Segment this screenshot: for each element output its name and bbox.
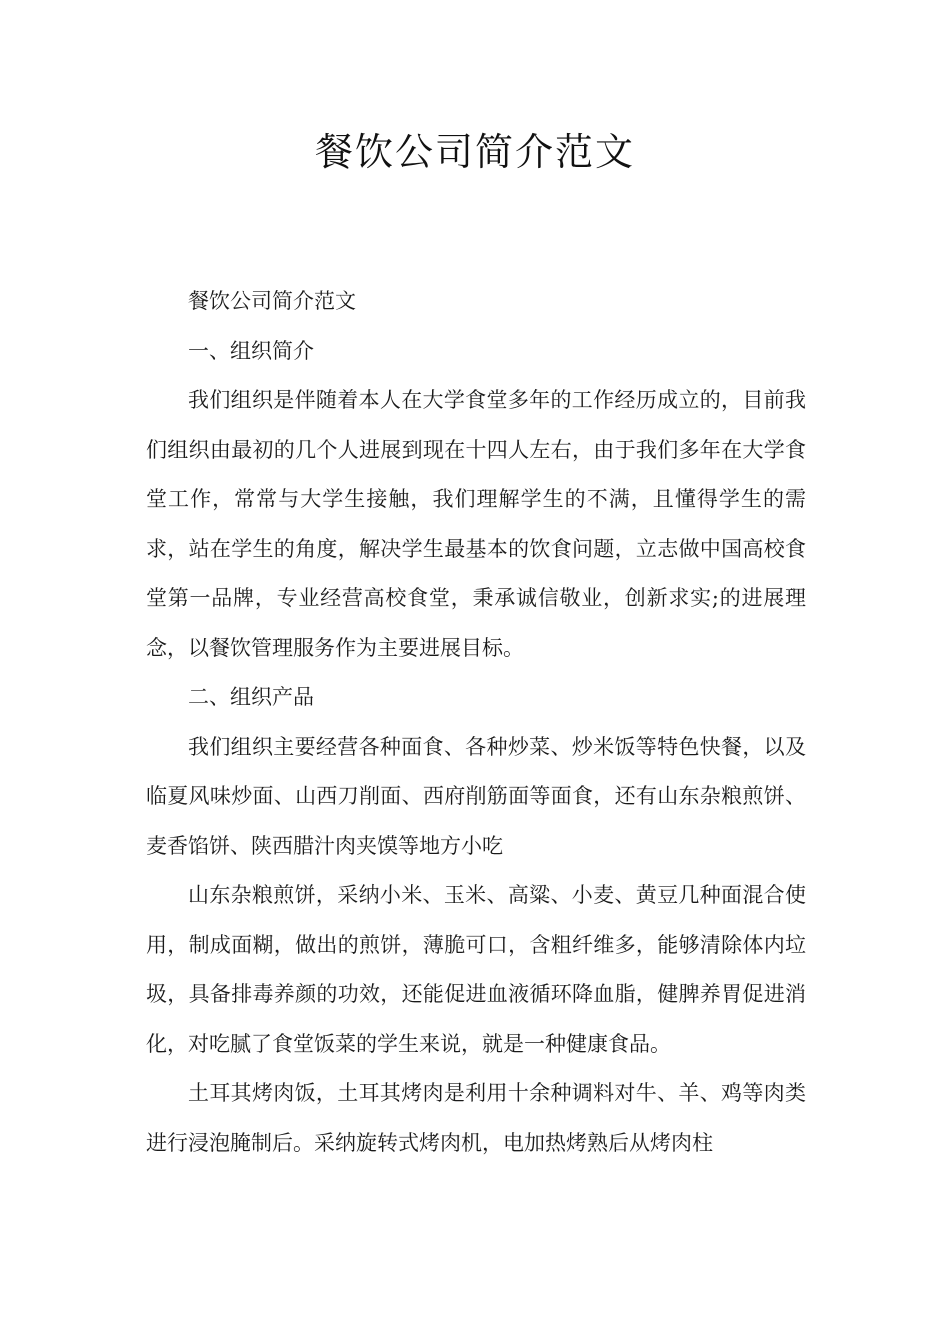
document-body xyxy=(146,277,806,1168)
section-heading-organization-intro: 一、组织简介 xyxy=(188,338,314,363)
section-heading-organization-products: 二、组织产品 xyxy=(188,685,314,709)
document-title: 餐饮公司简介范文 xyxy=(314,130,635,174)
paragraph-organization-intro: 我们组织是伴随着本人在大学食堂多年的工作经历成立的，目前我们组织由最初的几个人进展到现在十四人左右，由于我们多年在大学食堂工作，常常与大学生接触，我们理解学生的不满，且懂得学生的需求，站在学生的角度，解决学生最基本的饮食问题，立志做中国高校食堂第一品牌，专业经营高校食堂，秉承诚信敬业，创新求实;的进展理念，以餐饮管理服务作为主要进展目标。 xyxy=(146,388,806,660)
paragraph-products: 我们组织主要经营各种面食、各种炒菜、炒米饭等特色快餐，以及临夏风味炒面、山西刀削面、西府削筋面等面食，还有山东杂粮煎饼、麦香馅饼、陕西腊汁肉夹馍等地方小吃 xyxy=(146,734,806,858)
paragraph-subtitle: 餐饮公司简介范文 xyxy=(188,289,356,313)
paragraph-shandong-pancake: 山东杂粮煎饼，采纳小米、玉米、高粱、小麦、黄豆几种面混合使用，制成面糊，做出的煎饼，薄脆可口，含粗纤维多，能够清除体内垃圾，具备排毒养颜的功效，还能促进血液循环降血脂，健脾养胃促进消化，对吃腻了食堂饭菜的学生来说，就是一种健康食品。 xyxy=(146,883,806,1056)
paragraph-turkish-kebab: 土耳其烤肉饭，土耳其烤肉是利用十余种调料对牛、羊、鸡等肉类进行浸泡腌制后。采纳旋转式烤肉机，电加热烤熟后从烤肉柱 xyxy=(146,1081,806,1155)
